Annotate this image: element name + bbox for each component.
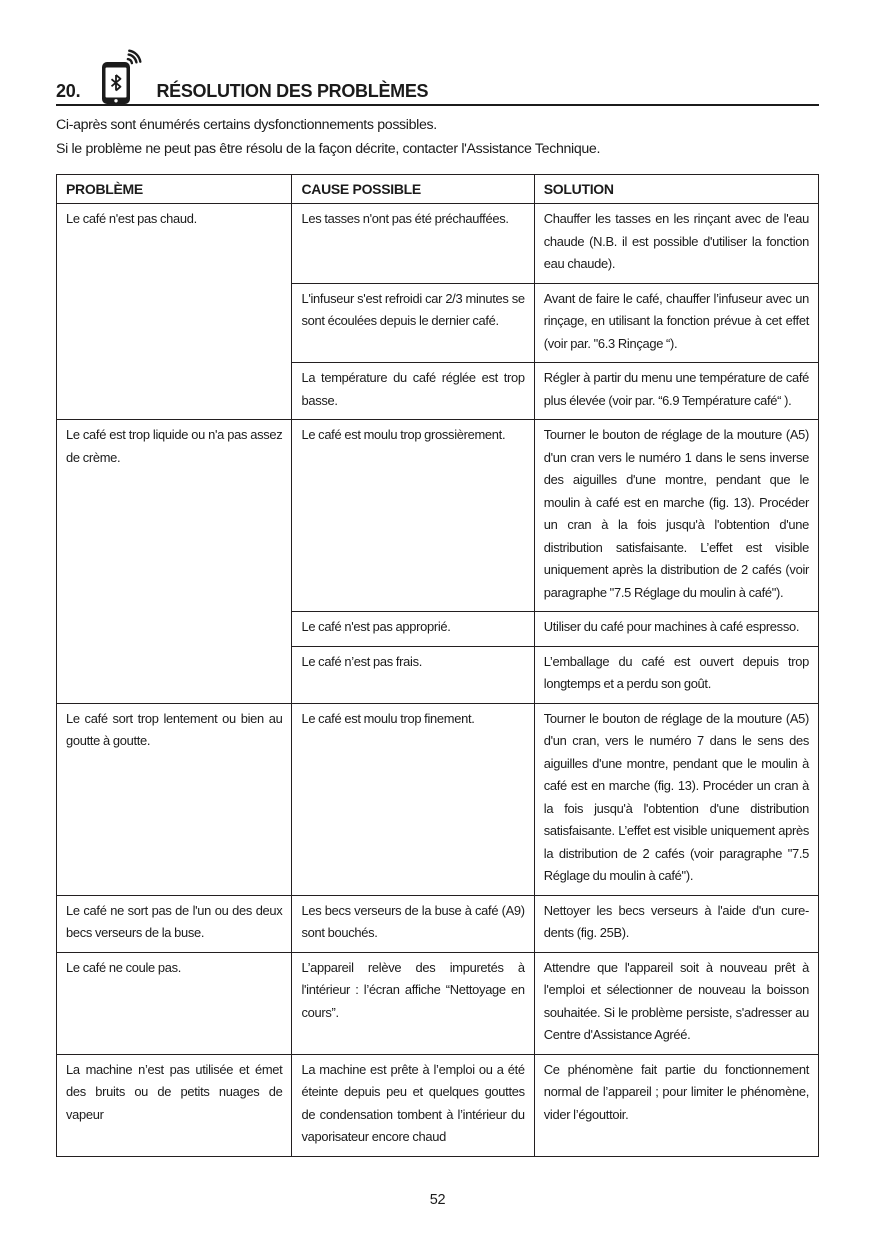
troubleshooting-table (56, 174, 819, 1157)
problem-cell: Le café ne coule pas. (57, 952, 292, 1054)
col-header-cause-possible: CAUSE POSSIBLE (292, 175, 534, 204)
solution-cell: Nettoyer les becs verseurs à l'aide d'un cure-dents (fig. 25B). (534, 895, 818, 952)
smartphone-bluetooth-icon-svg (100, 49, 144, 105)
solution-cell: L’emballage du café est ouvert depuis trop longtemps et a perdu son goût. (534, 646, 818, 703)
col-header-solution: SOLUTION (534, 175, 818, 204)
cause-cell: L’appareil relève des impuretés à l'intérieur : l’écran affiche “Nettoyage en cours”. (292, 952, 534, 1054)
cause-cell: Le café n'est pas approprié. (292, 612, 534, 647)
solution-cell: Attendre que l'appareil soit à nouveau prêt à l'emploi et sélectionner de nouveau la boisson souhaitée. Si le problème persiste, s'adresser au Centre d'Assistance Agréé. (534, 952, 818, 1054)
solution-cell: Utiliser du café pour machines à café espresso. (534, 612, 818, 647)
solution-cell: Avant de faire le café, chauffer l’infuseur avec un rinçage, en utilisant la fonction prévue à cet effet (voir par. "6.3 Rinçage “). (534, 283, 818, 363)
table-row (57, 895, 819, 952)
cause-cell: Le café est moulu trop finement. (292, 703, 534, 895)
problem-cell: Le café ne sort pas de l'un ou des deux becs verseurs de la buse. (57, 895, 292, 952)
problem-cell: Le café sort trop lentement ou bien au goutte à goutte. (57, 703, 292, 895)
intro-paragraph (56, 113, 819, 161)
intro-line-2: Si le problème ne peut pas être résolu de la façon décrite, contacter l'Assistance Technique. (56, 141, 601, 157)
cause-cell: La température du café réglée est trop basse. (292, 363, 534, 420)
smartphone-bluetooth-icon (100, 49, 144, 105)
page-title: RÉSOLUTION DES PROBLÈMES (156, 81, 429, 101)
cause-cell: Le café n’est pas frais. (292, 646, 534, 703)
solution-cell: Ce phénomène fait partie du fonctionnement normal de l’appareil ; pour limiter le phénomène, vider l’égouttoir. (534, 1054, 818, 1156)
table-row (57, 952, 819, 1054)
cause-cell: Les tasses n'ont pas été préchauffées. (292, 204, 534, 284)
col-header-probleme: PROBLÈME (57, 175, 292, 204)
table-row (57, 420, 819, 612)
table-header-row (57, 175, 819, 204)
table-row (57, 204, 819, 284)
cause-cell: L'infuseur s'est refroidi car 2/3 minutes se sont écoulées depuis le dernier café. (292, 283, 534, 363)
problem-cell: Le café est trop liquide ou n'a pas assez de crème. (57, 420, 292, 704)
title-underline (56, 104, 819, 106)
problem-cell: Le café n'est pas chaud. (57, 204, 292, 420)
section-number: 20. (56, 81, 81, 101)
solution-cell: Régler à partir du menu une température de café plus élevée (voir par. “6.9 Température café“ ). (534, 363, 818, 420)
table-row (57, 703, 819, 895)
intro-line-1: Ci-après sont énumérés certains dysfonctionnements possibles. (56, 117, 437, 133)
cause-cell: La machine est prête à l’emploi ou a été éteinte depuis peu et quelques gouttes de condensation tombent à l’intérieur du vaporisateur encore chaud (292, 1054, 534, 1156)
problem-cell: La machine n’est pas utilisée et émet des bruits ou de petits nuages de vapeur (57, 1054, 292, 1156)
solution-cell: Chauffer les tasses en les rinçant avec de l'eau chaude (N.B. il est possible d'utiliser la fonction eau chaude). (534, 204, 818, 284)
cause-cell: Le café est moulu trop grossièrement. (292, 420, 534, 612)
section-header (56, 50, 819, 102)
solution-cell: Tourner le bouton de réglage de la mouture (A5) d'un cran, vers le numéro 7 dans le sens des aiguilles d'une montre, pendant que le moulin à café est en marche (fig. 13). Procéder un cran à la fois jusqu'à l'obtention d'une distribution satisfaisante. L’effet est visible uniquement après la distribution de 2 cafés (voir paragraphe "7.5 Réglage du moulin à café"). (534, 703, 818, 895)
page-number: 52 (429, 1192, 446, 1208)
solution-cell: Tourner le bouton de réglage de la mouture (A5) d'un cran vers le numéro 1 dans le sens inverse des aiguilles d'une montre, pendant que le moulin à café est en marche (fig. 13). Procéder un cran à la fois jusqu'à l'obtention d'une distribution satisfaisante. L’effet est visible uniquement après la distribution de 2 cafés (voir paragraphe "7.5 Réglage du moulin à café"). (534, 420, 818, 612)
cause-cell: Les becs verseurs de la buse à café (A9) sont bouchés. (292, 895, 534, 952)
table-row (57, 1054, 819, 1156)
